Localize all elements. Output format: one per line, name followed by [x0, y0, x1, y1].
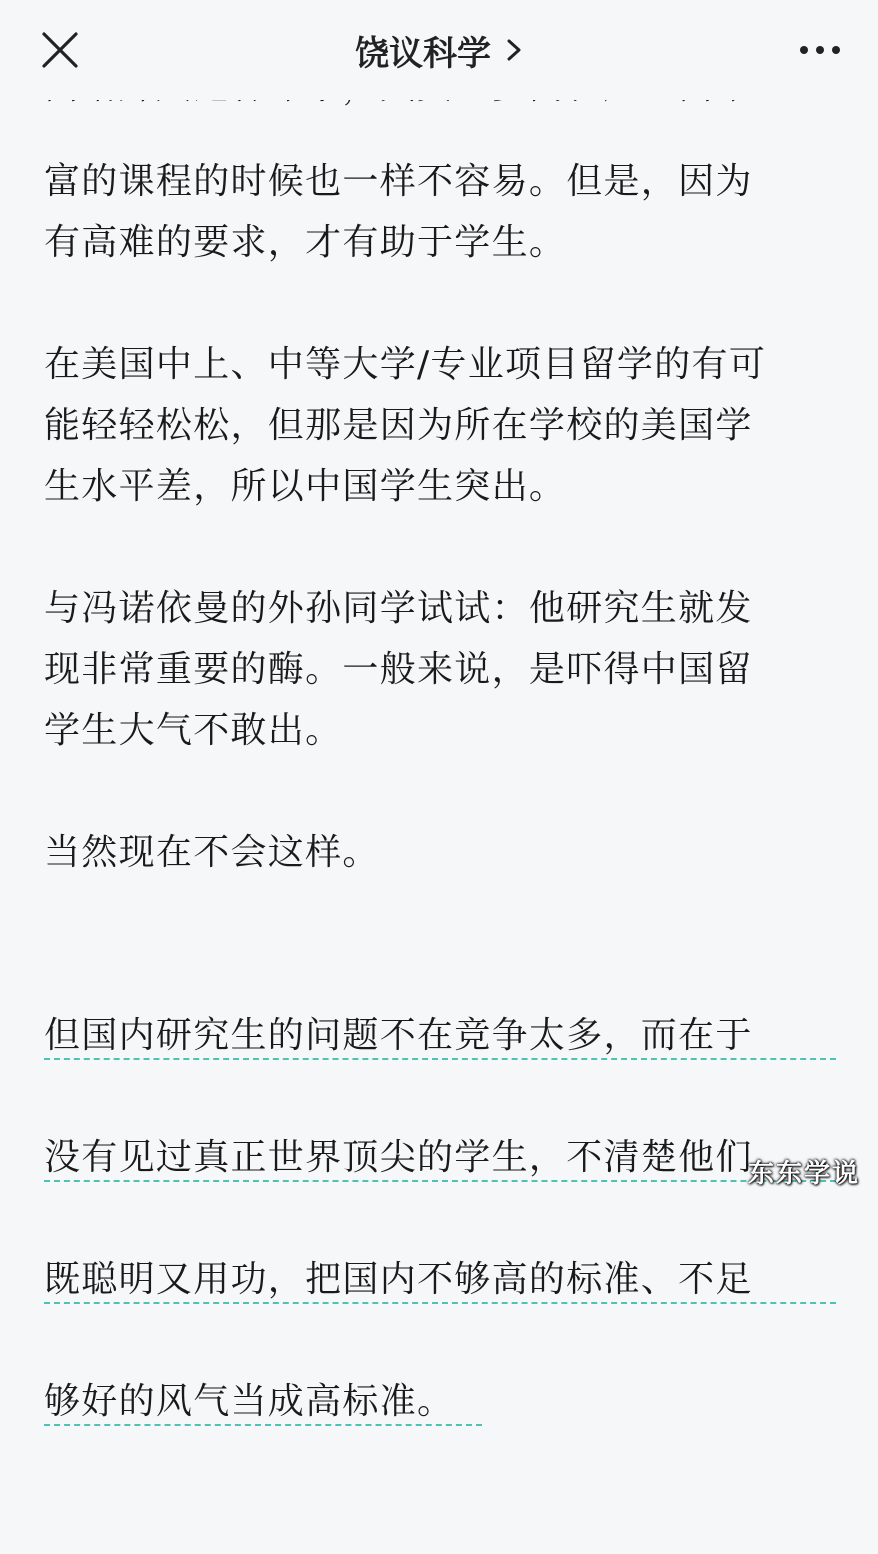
- more-horizontal-icon: [798, 40, 842, 60]
- close-icon: [40, 30, 80, 70]
- article-paragraph: 在美国中上、中等大学/专业项目留学的有可 能轻轻松松，但那是因为所在学校的美国学 生水平差，所以中国学生突出。: [44, 344, 767, 507]
- underlined-line: 但国内研究生的问题不在竞争太多，而在于: [44, 1005, 836, 1066]
- more-options-button[interactable]: [798, 40, 842, 60]
- underlined-line: 没有见过真正世界顶尖的学生，不清楚他们: [44, 1127, 836, 1188]
- top-navigation-bar: [0, 0, 878, 100]
- underlined-line: 既聪明又用功，把国内不够高的标准、不足: [44, 1249, 836, 1310]
- article-body: [44, 90, 844, 1554]
- close-button[interactable]: [40, 30, 80, 70]
- article-paragraph: 与冯诺依曼的外孙同学试试：他研究生就发 现非常重要的酶。一般来说，是吓得中国留 学生大气不敢出。: [44, 588, 753, 751]
- chevron-right-icon: [505, 38, 523, 62]
- underlined-line: 够好的风气当成高标准。: [44, 1371, 482, 1432]
- page-title: 饶议科学: [355, 33, 491, 74]
- article-paragraph: 当然现在不会这样。: [44, 832, 380, 873]
- highlighted-paragraph[interactable]: [44, 944, 844, 1493]
- account-title-link[interactable]: [355, 26, 523, 75]
- watermark: 东东学说: [747, 1159, 860, 1189]
- article-paragraph: 富的课程的时候也一样不容易。但是，因为 有高难的要求，才有助于学生。: [44, 161, 753, 263]
